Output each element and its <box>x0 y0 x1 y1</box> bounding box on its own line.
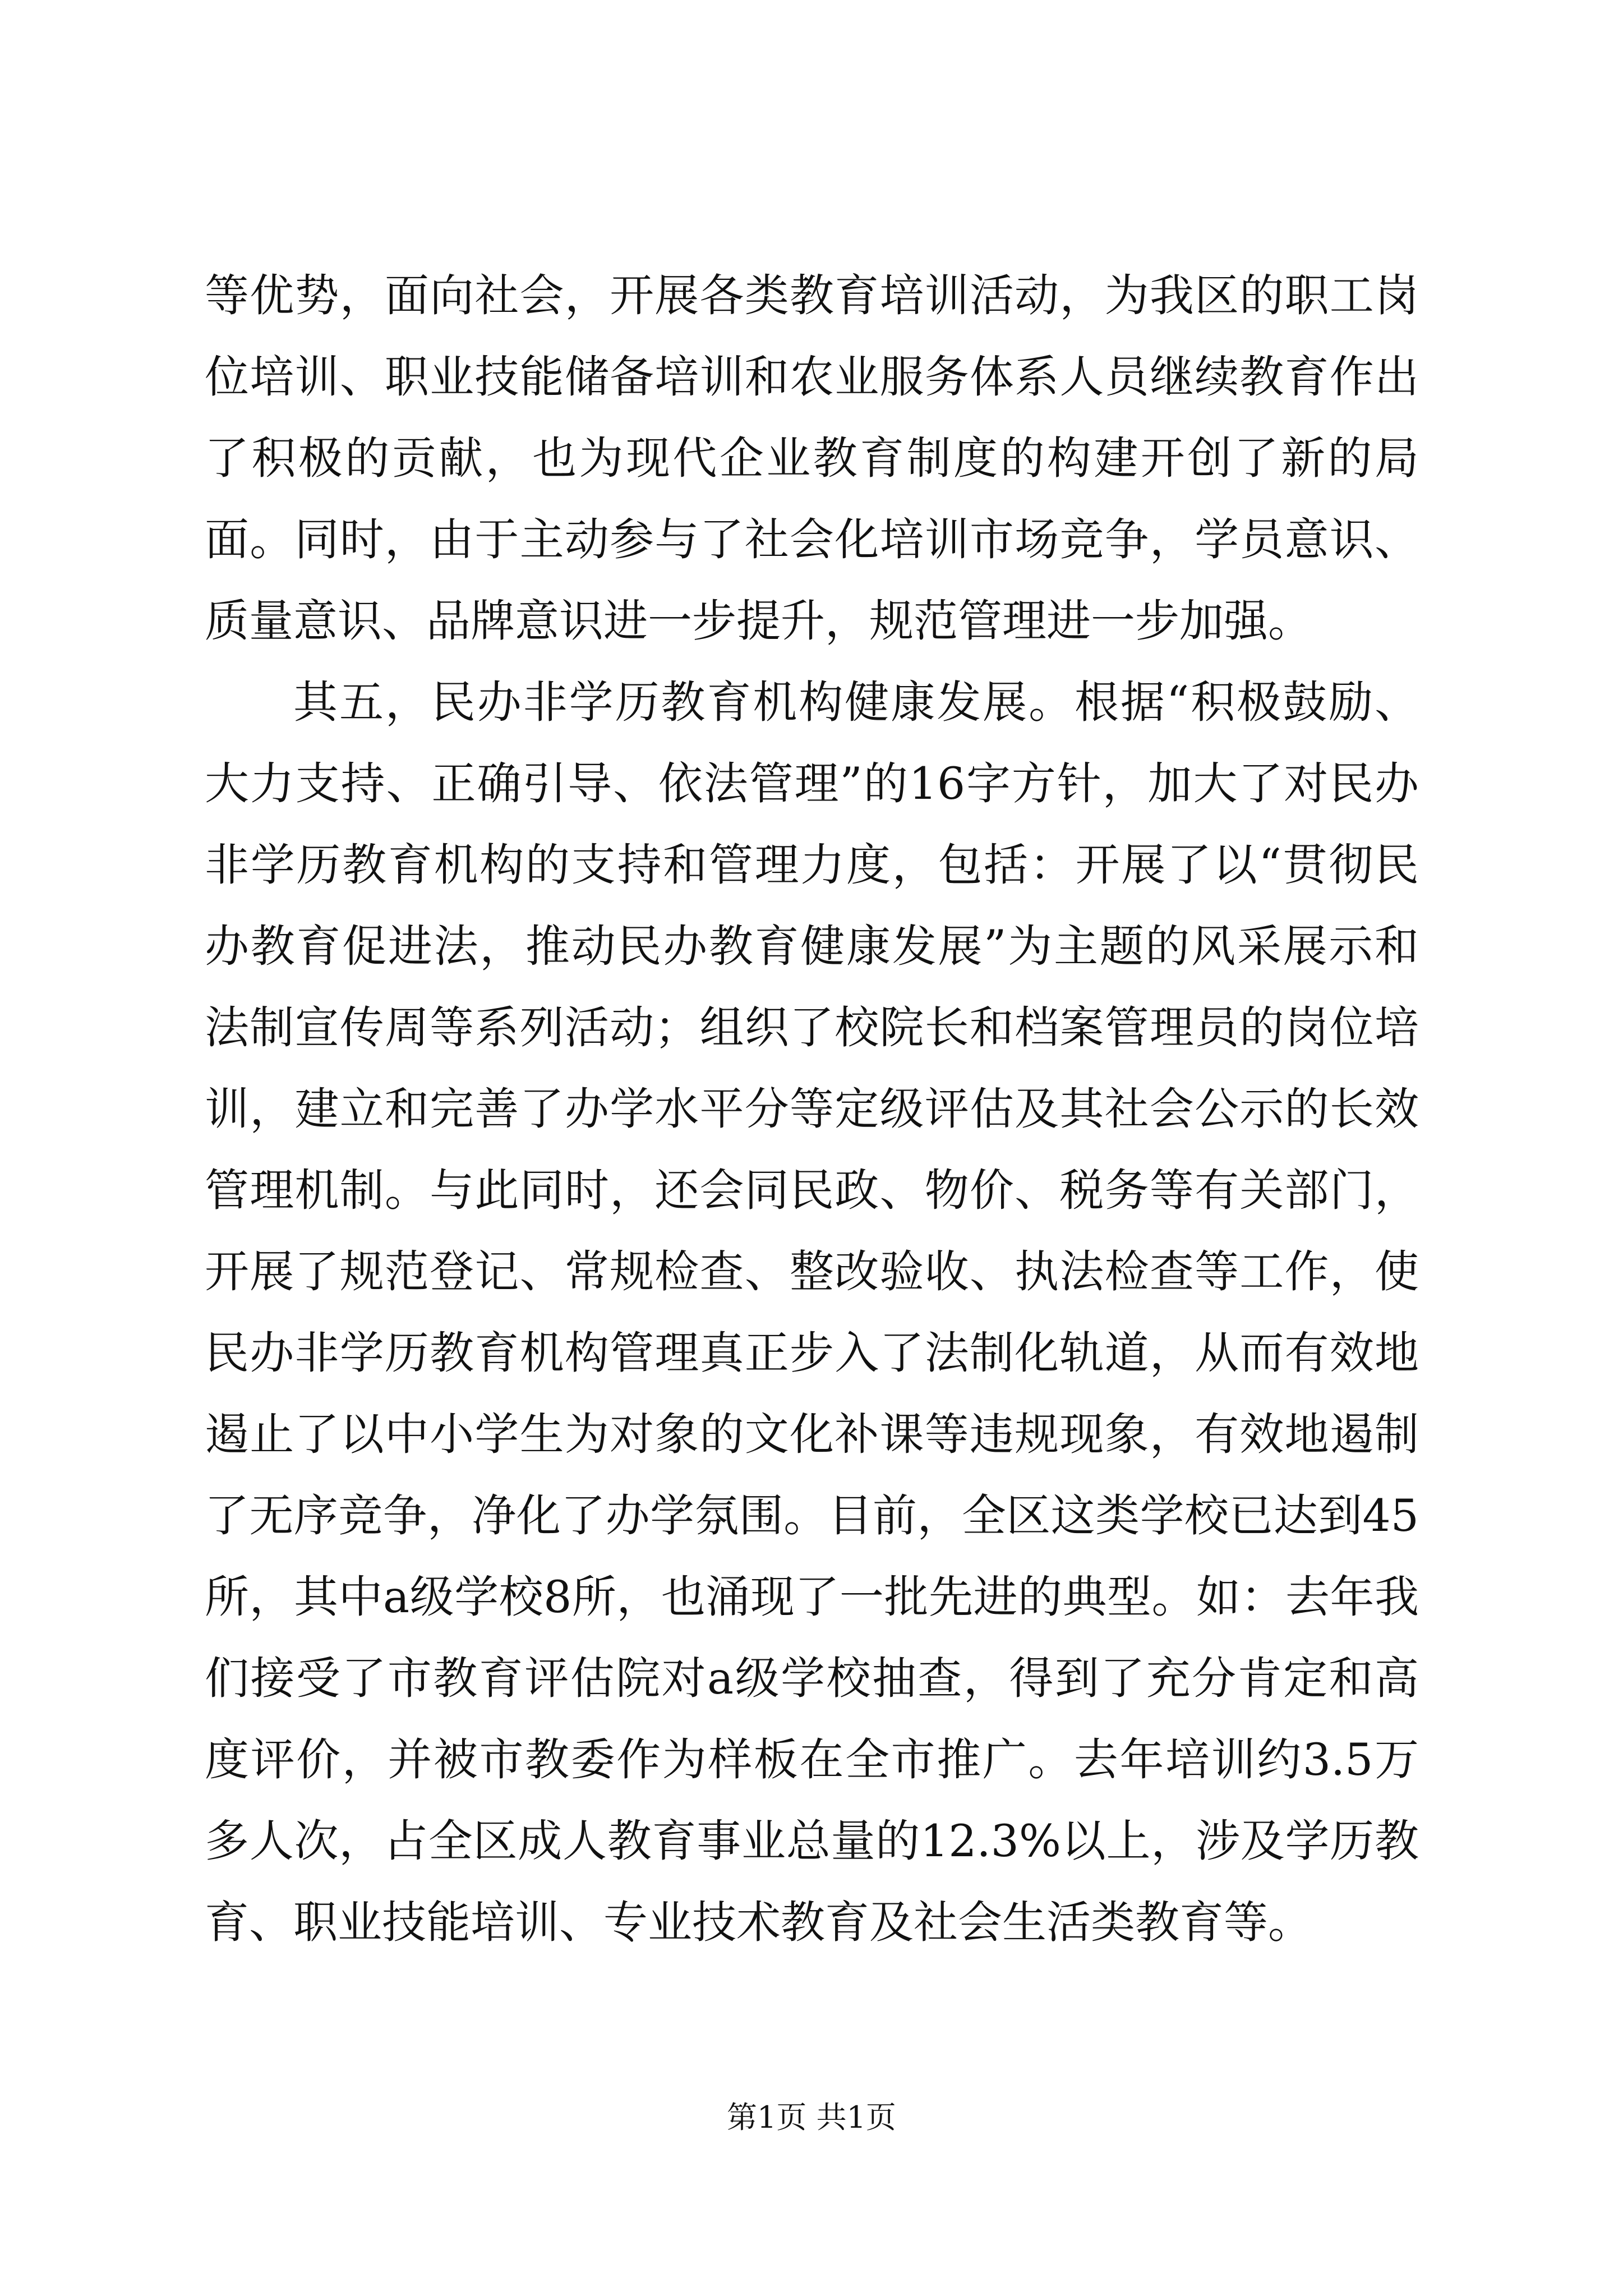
paragraph-continuation: 等优势，面向社会，开展各类教育培训活动，为我区的职工岗位培训、职业技能储备培训和农业服务体系人员继续教育作出了积极的贡献，也为现代企业教育制度的构建开创了新的局面。同时，由于主动参与了社会化培训市场竞争，学员意识、质量意识、品牌意识进一步提升，规范管理进一步加强。 <box>205 270 1419 647</box>
page-footer: 第1页 共1页 <box>727 2100 896 2135</box>
document-body <box>205 255 1419 1963</box>
paragraph-private-education: 其五，民办非学历教育机构健康发展。根据“积极鼓励、大力支持、正确引导、依法管理”的16字方针，加大了对民办非学历教育机构的支持和管理力度，包括：开展了以“贯彻民办教育促进法，推动民办教育健康发展”为主题的风采展示和法制宣传周等系列活动；组织了校院长和档案管理员的岗位培训，建立和完善了办学水平分等定级评估及其社会公示的长效管理机制。与此同时，还会同民政、物价、税务等有关部门，开展了规范登记、常规检查、整改验收、执法检查等工作，使民办非学历教育机构管理真正步入了法制化轨道，从而有效地遏止了以中小学生为对象的文化补课等违规现象，有效地遏制了无序竞争，净化了办学氛围。目前，全区这类学校已达到45所，其中a级学校8所，也涌现了一批先进的典型。如：去年我们接受了市教育评估院对a级学校抽查，得到了充分肯定和高度评价，并被市教委作为样板在全市推广。去年培训约3.5万多人次，占全区成人教育事业总量的12.3%以上，涉及学历教育、职业技能培训、专业技术教育及社会生活类教育等。 <box>205 677 1419 1948</box>
